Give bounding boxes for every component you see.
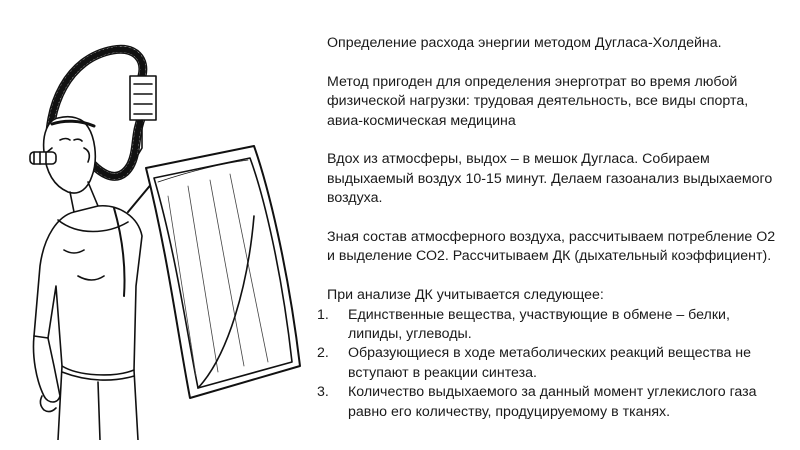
list-number: 1. bbox=[317, 306, 329, 323]
paragraph-procedure: Вдох из атмосферы, выдох – в мешок Дугласа. Собираем выдыхаемый воздух 10-15 минут. Делаем газоанализ выдыхаемого воздуха. bbox=[327, 151, 773, 207]
list-text: Количество выдыхаемого за данный момент углекислого газа равно его количеству, продуцируемому в тканях. bbox=[348, 384, 757, 420]
paragraph-calculation: Зная состав атмосферного воздуха, рассчитываем потребление О2 и выделение СО2. Рассчитываем ДК (дыхательный коэффициент). bbox=[327, 229, 776, 265]
considerations-list bbox=[317, 306, 787, 422]
douglas-bag-illustration bbox=[18, 36, 308, 440]
slide-text bbox=[317, 34, 787, 422]
list-text: Образующиеся в ходе метаболических реакций вещества не вступают в реакции синтеза. bbox=[348, 345, 752, 381]
list-intro: При анализе ДК учитывается следующее: bbox=[327, 287, 604, 304]
list-item bbox=[317, 383, 787, 422]
list-item bbox=[317, 344, 787, 383]
list-text: Единственные вещества, участвующие в обмене – белки, липиды, углеводы. bbox=[348, 306, 730, 343]
slide-title: Определение расхода энергии методом Дугласа-Холдейна. bbox=[327, 35, 722, 51]
list-number: 2. bbox=[317, 345, 329, 362]
list-number: 3. bbox=[317, 384, 329, 401]
paragraph-method: Метод пригоден для определения энерготрат во время любой физической нагрузки: трудовая деятельность, все виды спорта, авиа-космическая медицина bbox=[327, 73, 749, 129]
list-item bbox=[317, 306, 787, 345]
